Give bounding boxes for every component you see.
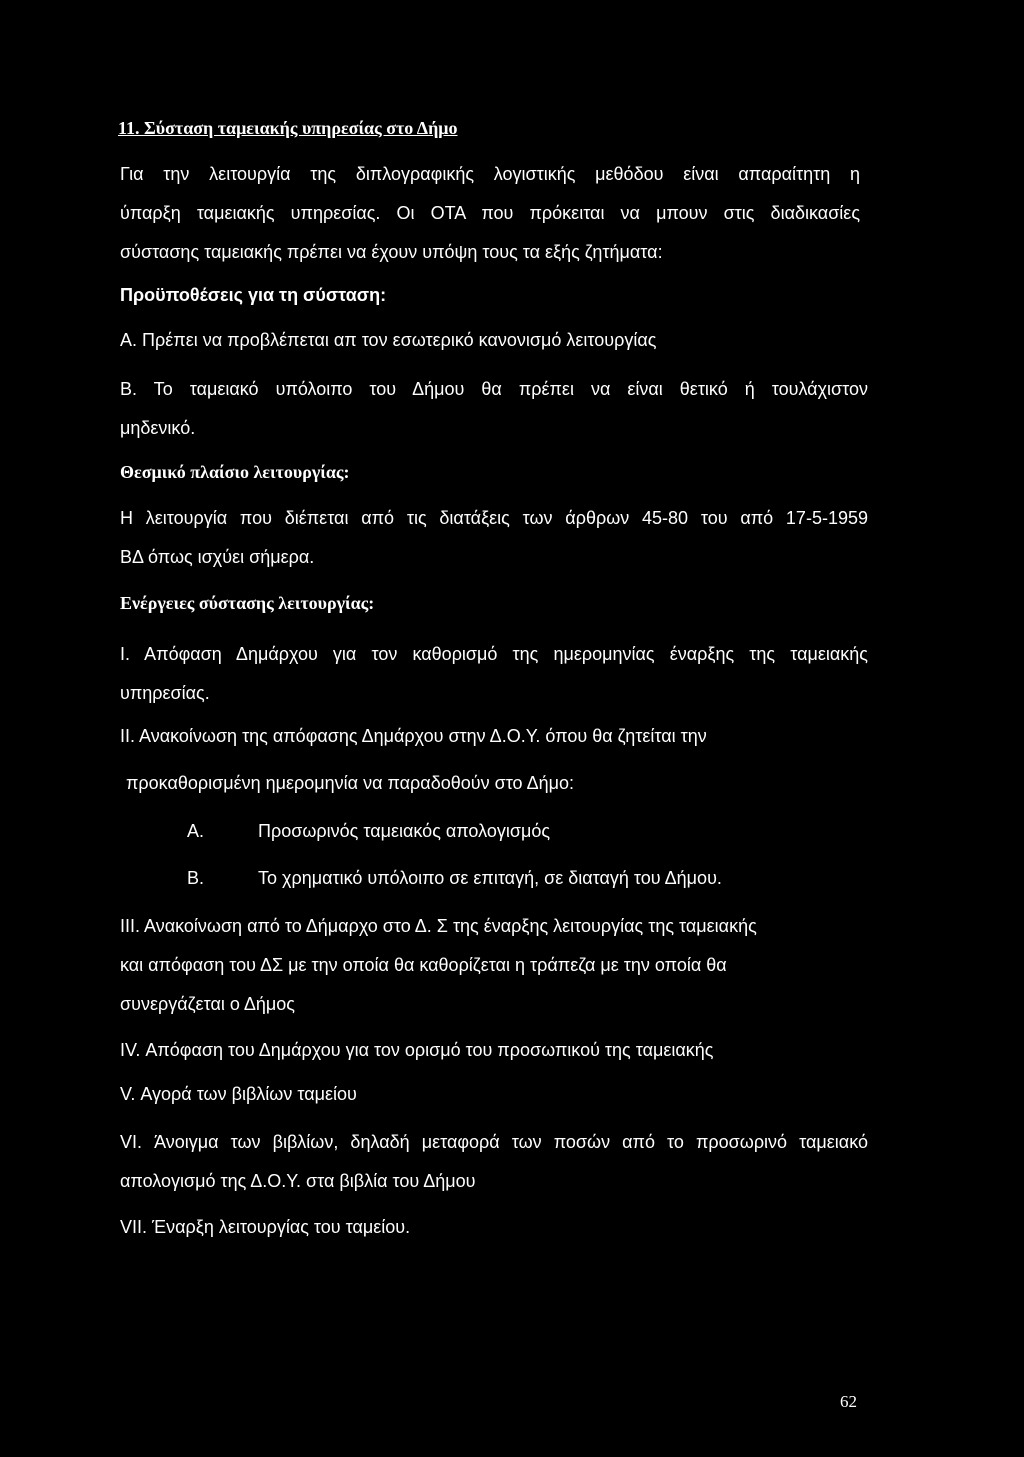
framework-line-2: ΒΔ όπως ισχύει σήμερα. (120, 547, 315, 567)
action-ii-sub-a-text: Προσωρινός ταμειακός απολογισμός (258, 821, 551, 841)
action-v: V. Αγορά των βιβλίων ταμείου (120, 1084, 357, 1104)
intro-line-2: ύπαρξη ταμειακής υπηρεσίας. Οι ΟΤΑ που πρόκειται να μπουν στις διαδικασίες (120, 203, 860, 223)
framework-heading: Θεσμικό πλαίσιο λειτουργίας: (120, 462, 350, 482)
action-iii-line-2: και απόφαση του ΔΣ με την οποία θα καθορίζεται η τράπεζα με την οποία θα (120, 955, 727, 975)
prerequisite-a: Α. Πρέπει να προβλέπεται απ τον εσωτερικό κανονισμό λειτουργίας (120, 330, 657, 350)
action-ii-sub-a-marker: Α. (187, 821, 205, 841)
action-vi-line-2: απολογισμό της Δ.Ο.Υ. στα βιβλία του Δήμου (120, 1171, 476, 1191)
intro-line-1: Για την λειτουργία της διπλογραφικής λογιστικής μεθόδου είναι απαραίτητη η (120, 164, 860, 184)
actions-heading: Ενέργειες σύστασης λειτουργίας: (120, 593, 375, 613)
action-vi-line-1: VI. Άνοιγμα των βιβλίων, δηλαδή μεταφορά των ποσών από το προσωρινό ταμειακό (120, 1132, 868, 1152)
prerequisite-b-line-1: Β. Το ταμειακό υπόλοιπο του Δήμου θα πρέπει να είναι θετικό ή τουλάχιστον (120, 379, 868, 399)
action-vii: VII. Έναρξη λειτουργίας του ταμείου. (120, 1217, 411, 1237)
action-ii-sub-b-text: Το χρηματικό υπόλοιπο σε επιταγή, σε διαταγή του Δήμου. (258, 868, 722, 888)
framework-line-1: Η λειτουργία που διέπεται από τις διατάξεις των άρθρων 45-80 του από 17-5-1959 (120, 508, 868, 528)
action-i-line-2: υπηρεσίας. (120, 683, 210, 703)
action-i-line-1: Ι. Απόφαση Δημάρχου για τον καθορισμό της ημερομηνίας έναρξης της ταμειακής (120, 644, 868, 664)
action-ii-line-2: προκαθορισμένη ημερομηνία να παραδοθούν στο Δήμο: (126, 773, 574, 793)
action-iii-line-1: ΙΙΙ. Ανακοίνωση από το Δήμαρχο στο Δ. Σ της έναρξης λειτουργίας της ταμειακής (120, 916, 757, 936)
page-number: 62 (840, 1392, 857, 1411)
action-iv: IV. Απόφαση του Δημάρχου για τον ορισμό του προσωπικού της ταμειακής (120, 1040, 714, 1060)
action-iii-line-3: συνεργάζεται ο Δήμος (120, 994, 295, 1014)
intro-line-3: σύστασης ταμειακής πρέπει να έχουν υπόψη τους τα εξής ζητήματα: (120, 242, 663, 262)
section-heading: 11. Σύσταση ταμειακής υπηρεσίας στο Δήμο (118, 118, 458, 138)
prerequisite-b-line-2: μηδενικό. (120, 418, 196, 438)
action-ii-line-1: ΙΙ. Ανακοίνωση της απόφασης Δημάρχου στην Δ.Ο.Υ. όπου θα ζητείται την (120, 726, 707, 746)
action-ii-sub-b-marker: Β. (187, 868, 205, 888)
prerequisites-heading: Προϋποθέσεις για τη σύσταση: (120, 285, 387, 305)
